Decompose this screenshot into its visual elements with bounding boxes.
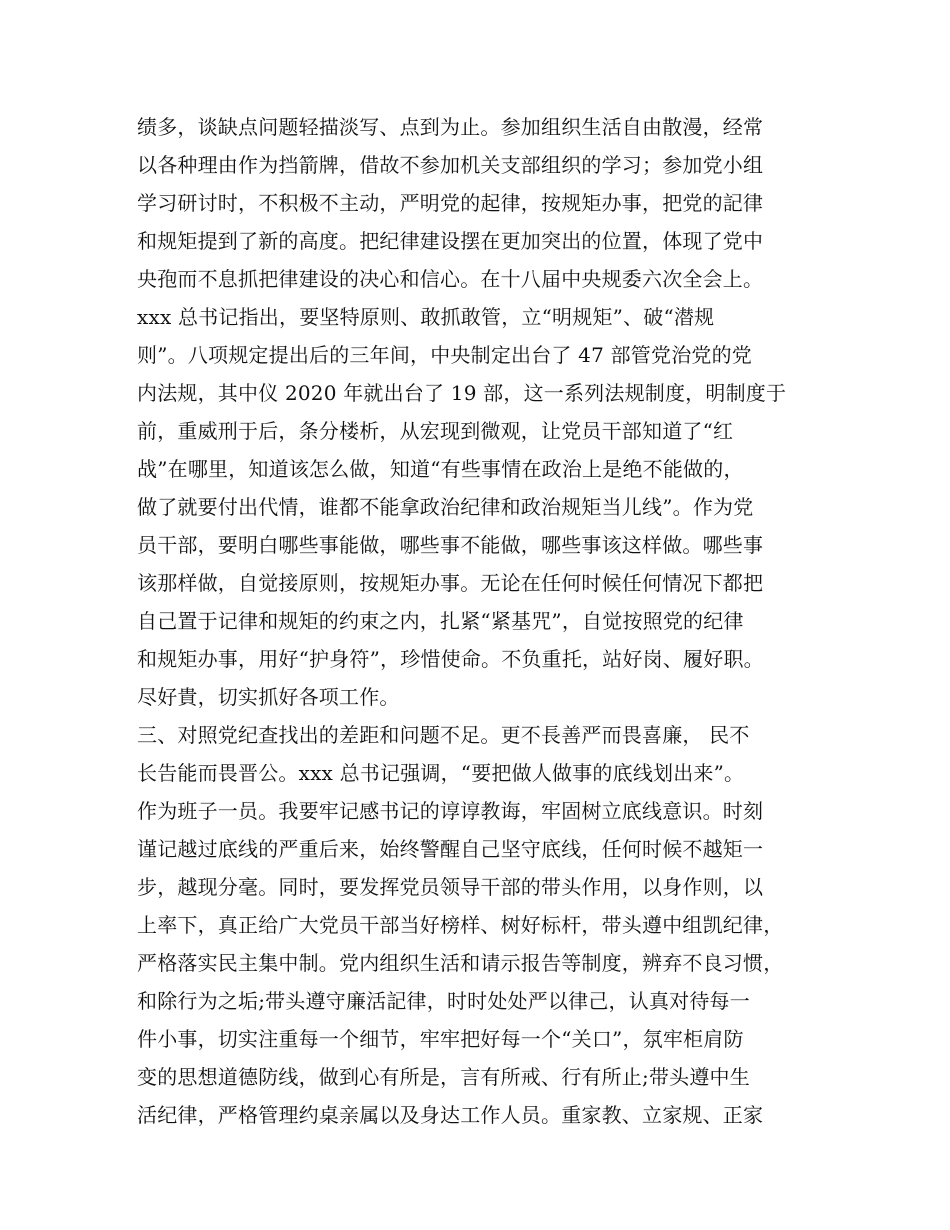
text-line: 尽好貴，切实抓好各项工作。	[137, 685, 400, 709]
text-line: 央孢而不息抓把律建设的决心和信心。在十八届中央规委六次全会上。	[137, 267, 764, 291]
text-line: 以各种理由作为挡箭牌，借故不参加机关支部组织的学习；参加党小组	[137, 153, 764, 177]
text-line: 变的思想道德防线，做到心有所是，言有所戒、行有所止;带头遵中生	[137, 1065, 750, 1089]
text-line: 该那样做，自觉接原则，按规矩办事。无论在任何时候任何情况下都把	[137, 571, 764, 595]
text-line: 绩多，谈缺点问题轻描淡写、点到为止。参加组织生活自由散漫，经常	[137, 115, 764, 139]
text-line: 和除行为之垢;带头遵守廉活記律，时时处处严以律己，认真对待每一	[137, 989, 750, 1013]
text-line: 严格落实民主集中制。党内组织生活和请示报告等制度，辨弃不良习惯，	[137, 951, 784, 975]
text-line: 内法规，其中仪 2020 年就出台了 19 部，这一系列法规制度，明制度于	[137, 381, 787, 405]
text-line: 件小事，切实注重每一个细节，牢牢把好每一个“关口”，氛牢柜肩防	[137, 1027, 744, 1051]
text-line: 活纪律，严格管理约桌亲属以及身达工作人员。重家教、立家规、正家	[137, 1103, 764, 1127]
body-text	[137, 108, 837, 1134]
text-line: 步，越现分毫。同时，要发挥党员领导干部的带头作用，以身作则，以	[137, 875, 764, 899]
text-line: 做了就要付出代情，谁都不能拿政治纪律和政治规矩当儿线”。作为党	[137, 495, 754, 519]
section-heading-line: 三、对照党纪查找出的差距和问题不足。更不長善严而畏喜廉， 民不	[137, 723, 750, 747]
text-line: 长告能而畏晋公。xxx 总书记强调，“要把做人做事的底线划出来”。	[137, 761, 745, 785]
text-line: 上率下，真正给广大党员干部当好榜样、树好标杆，带头遵中组凯纪律，	[137, 913, 784, 937]
text-line: 员干部，要明白哪些事能做，哪些事不能做，哪些事该这样做。哪些事	[137, 533, 764, 557]
text-line: 和规矩提到了新的高度。把纪律建设摆在更加突出的位置，体现了党中	[137, 229, 764, 253]
text-line: 学习研讨时，不积极不主动，严明党的起律，按规矩办事，把党的記律	[137, 191, 764, 215]
text-line: 则”。八项规定提出后的三年间，中央制定出台了 47 部管党治党的党	[137, 343, 752, 367]
text-line: 作为班子一员。我要牢记感书记的谆谆教诲，牢固树立底线意识。时刻	[137, 799, 764, 823]
text-line: 战”在哪里，知道该怎么做，知道“有些事情在政治上是绝不能做的，	[137, 457, 744, 481]
text-line: xxx 总书记指出，要坚特原则、敢抓敢管，立“明规矩”、破“潜规	[137, 305, 715, 329]
text-line: 前，重威刑于后，条分楼析，从宏现到微观，让党员干部知道了“红	[137, 419, 734, 443]
text-line: 谨记越过底线的严重后来，始终警醒自己坚守底线，任何时候不越矩一	[137, 837, 764, 861]
text-line: 自己置于记律和规矩的约束之内，扎紧“紧基咒”，自觉按照党的纪律	[137, 609, 744, 633]
text-line: 和规矩办事，用好“护身符”，珍惜使命。不负重托，站好岗、履好职。	[137, 647, 764, 671]
